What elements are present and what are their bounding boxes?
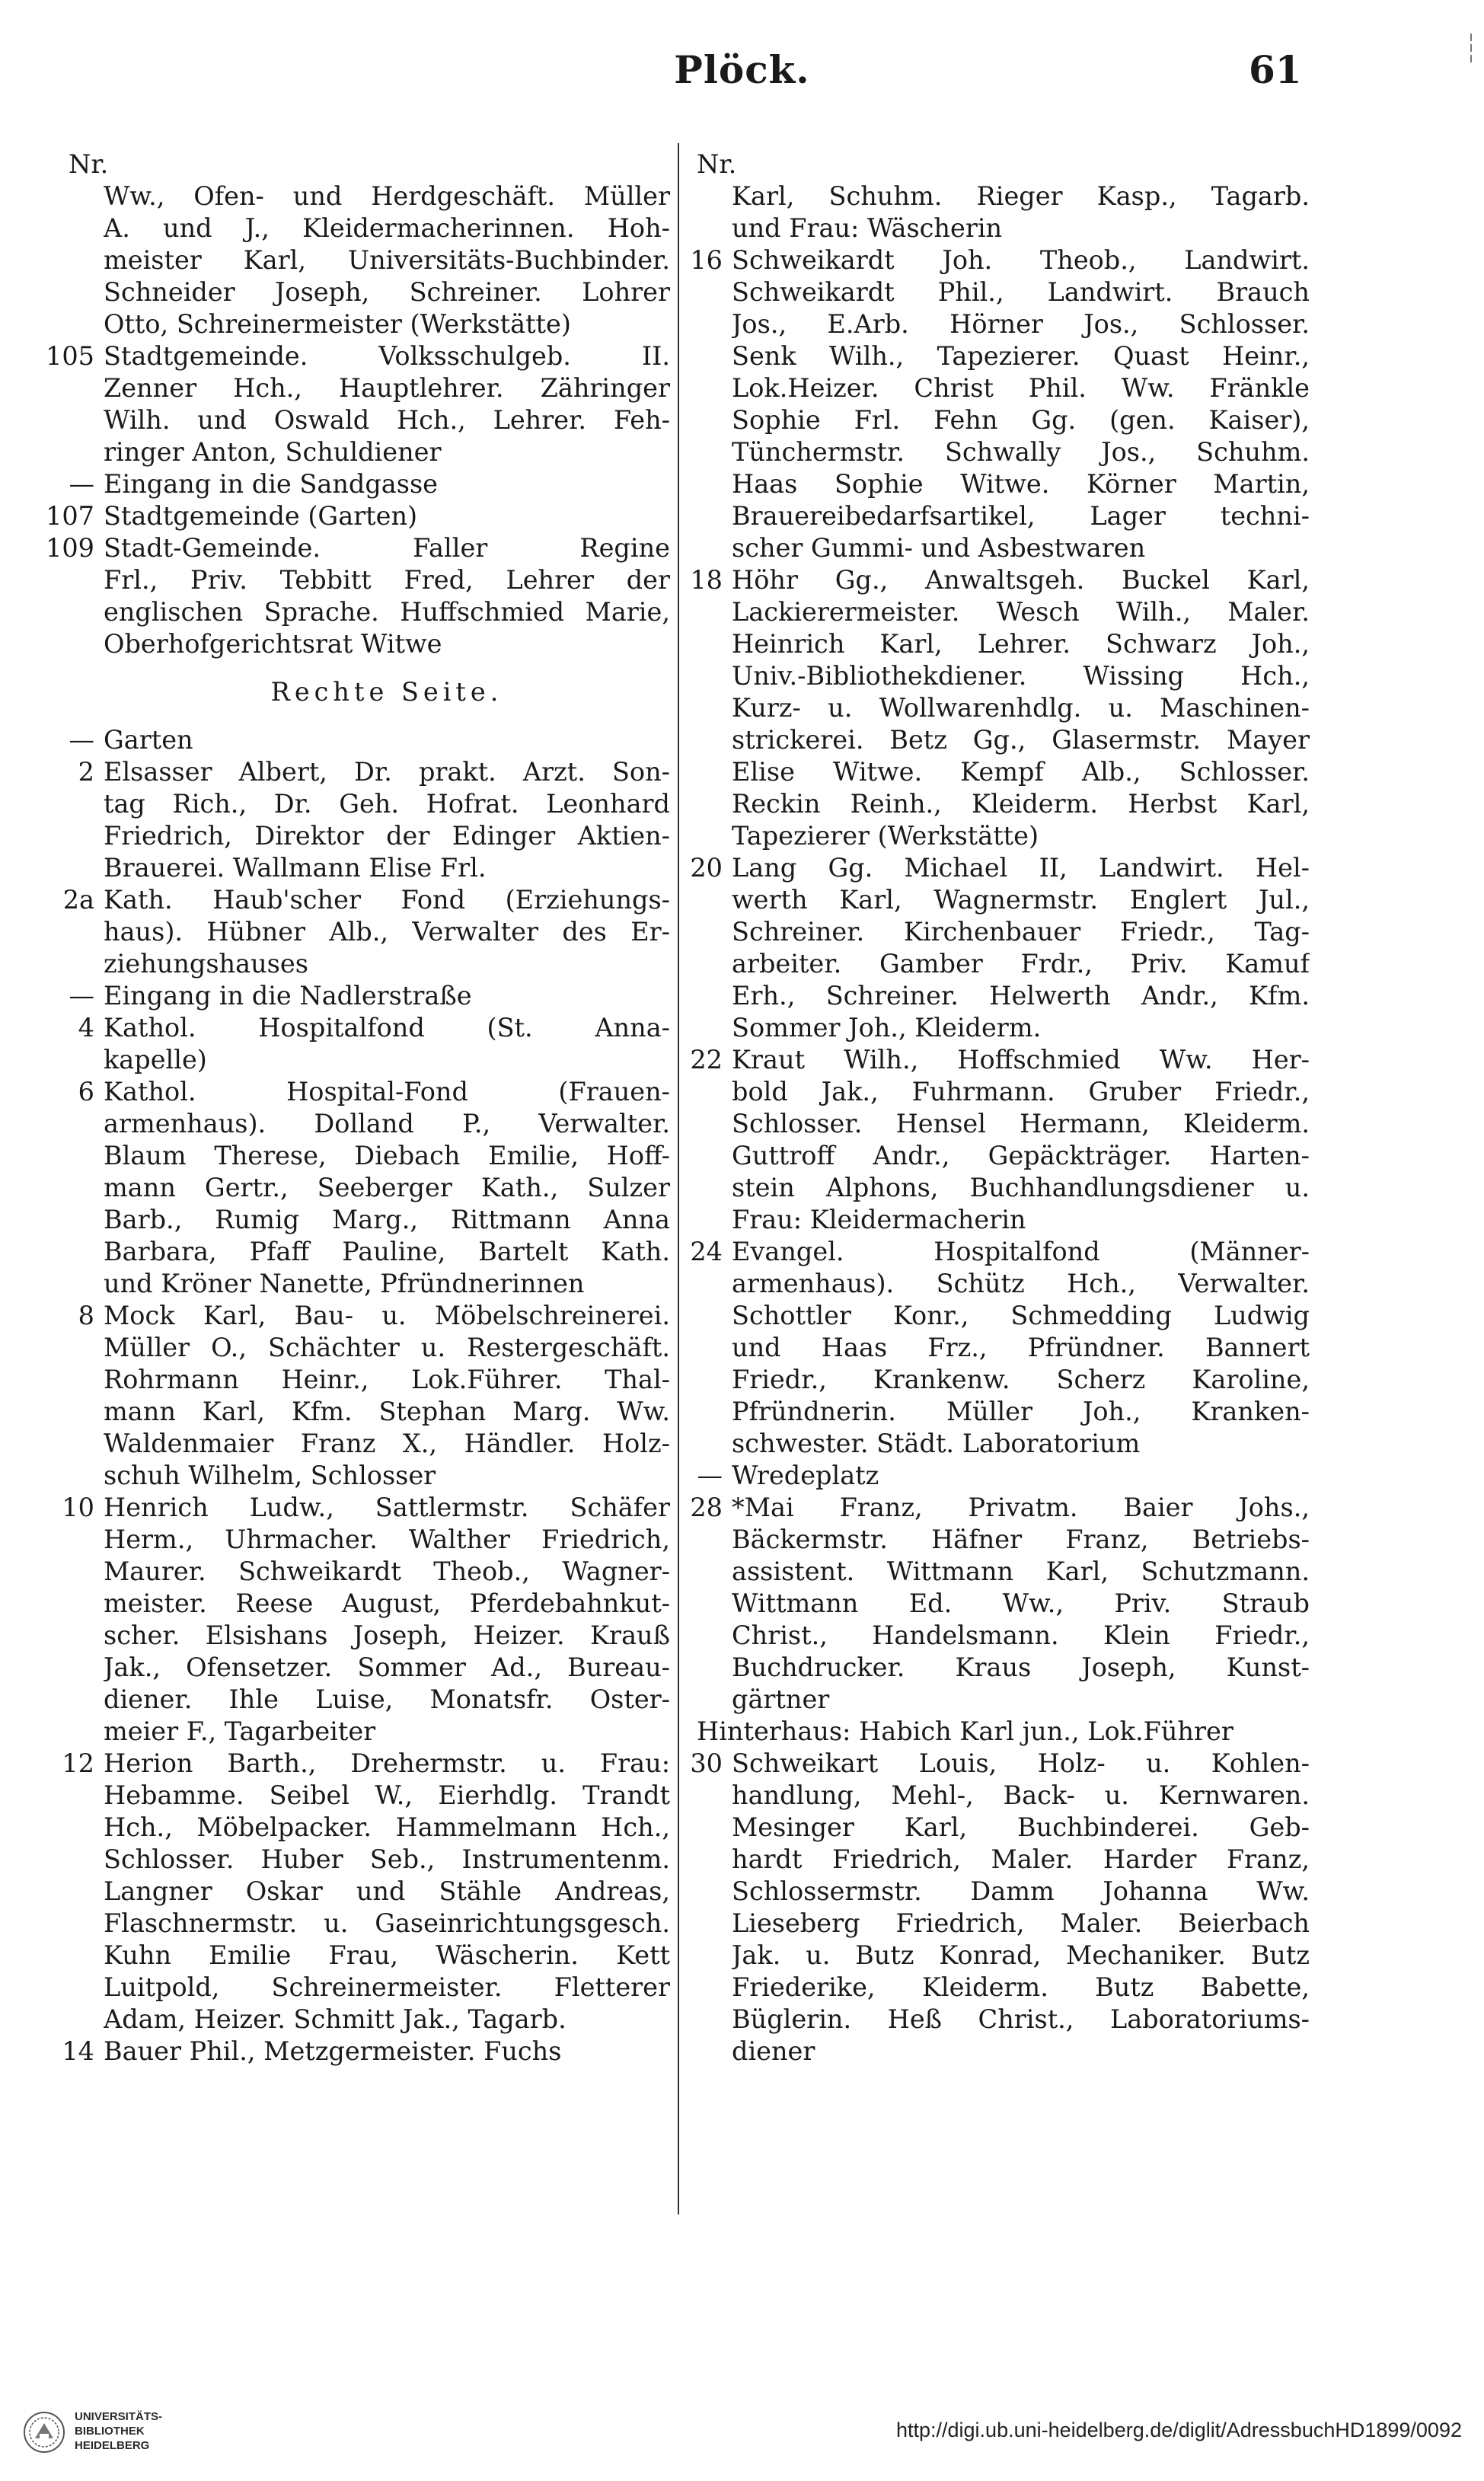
entry-line: schuh Wilhelm, Schlosser	[104, 1461, 436, 1490]
entry-line: scher Gummi- und Asbestwaren	[732, 533, 1146, 563]
entry-line: englischen Sprache. Huffschmied Marie,	[104, 597, 670, 627]
house-number: 24	[690, 1237, 723, 1266]
entry-line: Hebamme. Seibel W., Eierhdlg. Trandt	[104, 1780, 670, 1810]
directory-entry	[62, 2036, 670, 2068]
house-number: 2a	[62, 885, 94, 915]
entry-line: Kath. Haub'scher Fond (Erziehungs-	[104, 885, 670, 915]
entry-line: Tünchermstr. Schwally Jos., Schuhm.	[732, 437, 1310, 467]
entry-line: *Mai Franz, Privatm. Baier Johs.,	[732, 1493, 1310, 1522]
entry-line: werth Karl, Wagnermstr. Englert Jul.,	[732, 885, 1310, 915]
house-number: —	[69, 469, 94, 499]
entry-line: handlung, Mehl-, Back- u. Kernwaren.	[732, 1780, 1310, 1810]
entry-line: Luitpold, Schreinermeister. Fletterer	[104, 1972, 670, 2002]
entry-line: Wilh. und Oswald Hch., Lehrer. Feh-	[104, 405, 670, 435]
directory-entry	[69, 1012, 670, 1076]
entry-line: Frl., Priv. Tebbitt Fred, Lehrer der	[104, 565, 670, 595]
entry-line: und Frau: Wäscherin	[732, 213, 1003, 243]
entry-line: Schlosser. Hensel Hermann, Kleiderm.	[732, 1109, 1310, 1138]
entry-line: schwester. Städt. Laboratorium	[732, 1429, 1141, 1458]
library-seal-icon	[23, 2411, 65, 2454]
house-number: 105	[46, 341, 94, 371]
directory-entry	[46, 500, 670, 532]
entry-line: Brauereibedarfsartikel, Lager techni-	[732, 501, 1310, 531]
entry-line: Mock Karl, Bau- u. Möbelschreinerei.	[104, 1301, 670, 1330]
entry-line: Jak., Ofensetzer. Sommer Ad., Bureau-	[104, 1652, 670, 1682]
entry-line: und Haas Frz., Pfründner. Bannert	[732, 1333, 1310, 1362]
entry-line: Schweikardt Phil., Landwirt. Brauch	[732, 277, 1310, 307]
entry-line: assistent. Wittmann Karl, Schutzmann.	[732, 1557, 1310, 1586]
entry-line: Henrich Ludw., Sattlermstr. Schäfer	[104, 1493, 670, 1522]
house-number: —	[69, 981, 94, 1011]
logo-line: HEIDELBERG	[75, 2439, 150, 2452]
entry-line: und Kröner Nanette, Pfründnerinnen	[104, 1269, 585, 1298]
directory-entry	[690, 244, 1310, 564]
right-entries	[690, 180, 1310, 2068]
entry-line: Herm., Uhrmacher. Walther Friedrich,	[104, 1525, 670, 1554]
house-number: 22	[690, 1045, 723, 1074]
entry-line: Schweikardt Joh. Theob., Landwirt.	[732, 245, 1310, 275]
directory-entry	[46, 532, 670, 660]
entry-line: ziehungshauses	[104, 949, 308, 979]
house-number: 10	[62, 1493, 94, 1522]
column-divider	[678, 143, 679, 2214]
entry-line: Oberhofgerichtsrat Witwe	[104, 629, 442, 659]
entry-line: Bäckermstr. Häfner Franz, Betriebs-	[732, 1525, 1310, 1554]
entry-line: meister. Reese August, Pferdebahnkut-	[104, 1589, 670, 1618]
entry-line: Kuhn Emilie Frau, Wäscherin. Kett	[104, 1940, 670, 1970]
entry-line: armenhaus). Schütz Hch., Verwalter.	[732, 1269, 1310, 1298]
directory-entry	[69, 1076, 670, 1300]
entry-line: Schlosser. Huber Seb., Instrumentenm.	[104, 1844, 670, 1874]
entry-line: Wredeplatz	[732, 1461, 879, 1490]
directory-entry	[69, 980, 670, 1012]
entry-line: Schottler Konr., Schmedding Ludwig	[732, 1301, 1310, 1330]
entry-line: Blaum Therese, Diebach Emilie, Hoff-	[104, 1141, 670, 1170]
entry-line: Ww., Ofen- und Herdgeschäft. Müller	[104, 181, 670, 211]
left-column	[46, 148, 670, 2068]
entry-line: Schreiner. Kirchenbauer Friedr., Tag-	[732, 917, 1310, 947]
directory-entry	[62, 884, 670, 980]
entry-line: Friedr., Krankenw. Scherz Karoline,	[732, 1365, 1310, 1394]
entry-line: armenhaus). Dolland P., Verwalter.	[104, 1109, 670, 1138]
library-logo-text	[75, 2409, 162, 2453]
entry-line: Mesinger Karl, Buchbinderei. Geb-	[732, 1812, 1310, 1842]
house-number: 28	[690, 1493, 723, 1522]
directory-entry	[69, 756, 670, 884]
entry-line: Univ.-Bibliothekdiener. Wissing Hch.,	[732, 661, 1310, 691]
entry-line: Elise Witwe. Kempf Alb., Schlosser.	[732, 757, 1310, 787]
entry-line: Lok.Heizer. Christ Phil. Ww. Fränkle	[732, 373, 1310, 403]
directory-entry	[46, 340, 670, 468]
directory-entry	[690, 1236, 1310, 1460]
house-number: —	[697, 1461, 723, 1490]
directory-entry	[62, 1492, 670, 1748]
entry-line: Elsasser Albert, Dr. prakt. Arzt. Son-	[104, 757, 670, 787]
entry-line: Müller O., Schächter u. Restergeschäft.	[104, 1333, 670, 1362]
entry-line: Stadtgemeinde (Garten)	[104, 501, 418, 531]
entry-line: Garten	[104, 725, 193, 755]
entry-line: haus). Hübner Alb., Verwalter des Er-	[104, 917, 670, 947]
entry-line: Friedrich, Direktor der Edinger Aktien-	[104, 821, 670, 851]
entry-line: Pfründnerin. Müller Joh., Kranken-	[732, 1397, 1310, 1426]
source-url-link[interactable]: http://digi.ub.uni-heidelberg.de/diglit/AdressbuchHD1899/0092	[895, 2419, 1462, 2441]
entry-line: Frau: Kleidermacherin	[732, 1205, 1026, 1234]
entry-line: diener. Ihle Luise, Monatsfr. Oster-	[104, 1684, 670, 1714]
entry-line: Stadtgemeinde. Volksschulgeb. II.	[104, 341, 670, 371]
entry-line: Herion Barth., Drehermstr. u. Frau:	[104, 1748, 670, 1778]
scan-edge-marks	[1466, 30, 1476, 76]
entry-line: stein Alphons, Buchhandlungsdiener u.	[732, 1173, 1310, 1202]
entry-line: arbeiter. Gamber Frdr., Priv. Kamuf	[732, 949, 1310, 979]
entry-line: Waldenmaier Franz X., Händler. Holz-	[104, 1429, 670, 1458]
entry-line: diener	[732, 2036, 815, 2066]
logo-line: BIBLIOTHEK	[75, 2425, 145, 2438]
entry-line: Bauer Phil., Metzgermeister. Fuchs	[104, 2036, 562, 2066]
left-entries-after	[62, 724, 670, 2068]
entry-line: A. und J., Kleidermacherinnen. Hoh-	[104, 213, 670, 243]
entry-line: Brauerei. Wallmann Elise Frl.	[104, 853, 487, 883]
entry-line: Maurer. Schweikardt Theob., Wagner-	[104, 1557, 670, 1586]
entry-line: Heinrich Karl, Lehrer. Schwarz Joh.,	[732, 629, 1310, 659]
entry-line: Lieseberg Friedrich, Maler. Beierbach	[732, 1908, 1310, 1938]
entry-line: Senk Wilh., Tapezierer. Quast Heinr.,	[732, 341, 1310, 371]
entry-line: Kathol. Hospital-Fond (Frauen-	[104, 1077, 670, 1106]
entry-line: Rohrmann Heinr., Lok.Führer. Thal-	[104, 1365, 670, 1394]
entry-line: ringer Anton, Schuldiener	[104, 437, 442, 467]
entry-line: kapelle)	[104, 1045, 207, 1074]
directory-entry	[690, 1748, 1310, 2068]
house-number: 14	[62, 2036, 94, 2066]
directory-entry	[69, 724, 670, 756]
entry-line: Schweikart Louis, Holz- u. Kohlen-	[732, 1748, 1310, 1778]
library-logo	[23, 2406, 206, 2460]
house-number: 12	[62, 1748, 94, 1778]
right-nr-label: Nr.	[697, 149, 737, 179]
house-number: —	[69, 725, 94, 755]
entry-line: Langner Oskar und Stähle Andreas,	[104, 1876, 670, 1906]
entry-line: Tapezierer (Werkstätte)	[732, 821, 1039, 851]
entry-line: Adam, Heizer. Schmitt Jak., Tagarb.	[104, 2004, 566, 2034]
entry-line: Otto, Schreinermeister (Werkstätte)	[104, 309, 571, 339]
entry-line: mann Gertr., Seeberger Kath., Sulzer	[104, 1173, 670, 1202]
house-number: 6	[78, 1077, 94, 1106]
directory-entry	[697, 180, 1310, 244]
left-entries	[46, 180, 670, 660]
entry-line: Friederike, Kleiderm. Butz Babette,	[732, 1972, 1310, 2002]
entry-line: Hch., Möbelpacker. Hammelmann Hch.,	[104, 1812, 670, 1842]
house-number: 20	[690, 853, 723, 883]
entry-line: Kraut Wilh., Hoffschmied Ww. Her-	[732, 1045, 1310, 1074]
entry-line: hardt Friedrich, Maler. Harder Franz,	[732, 1844, 1310, 1874]
entry-line: Haas Sophie Witwe. Körner Martin,	[732, 469, 1310, 499]
entry-line: tag Rich., Dr. Geh. Hofrat. Leonhard	[104, 789, 670, 819]
entry-line: Eingang in die Sandgasse	[104, 469, 438, 499]
directory-entry	[690, 564, 1310, 852]
entry-line: Guttroff Andr., Gepäckträger. Harten-	[732, 1141, 1310, 1170]
entry-line: Eingang in die Nadlerstraße	[104, 981, 472, 1011]
directory-entry	[690, 852, 1310, 1044]
entry-line: Christ., Handelsmann. Klein Friedr.,	[732, 1620, 1310, 1650]
entry-line: Barbara, Pfaff Pauline, Bartelt Kath.	[104, 1237, 670, 1266]
entry-line: Lackierermeister. Wesch Wilh., Maler.	[732, 597, 1310, 627]
house-number: 8	[78, 1301, 94, 1330]
entry-line: Höhr Gg., Anwaltsgeh. Buckel Karl,	[732, 565, 1310, 595]
entry-line: Zenner Hch., Hauptlehrer. Zähringer	[104, 373, 670, 403]
entry-line: meier F., Tagarbeiter	[104, 1716, 376, 1746]
directory-entry	[69, 1300, 670, 1492]
right-column	[690, 148, 1310, 2068]
entry-line: Erh., Schreiner. Helwerth Andr., Kfm.	[732, 981, 1310, 1011]
entry-line: Schlossermstr. Damm Johanna Ww.	[732, 1876, 1310, 1906]
entry-line: bold Jak., Fuhrmann. Gruber Friedr.,	[732, 1077, 1310, 1106]
entry-line: Sommer Joh., Kleiderm.	[732, 1013, 1042, 1043]
directory-entry	[69, 180, 670, 340]
entry-line: Reckin Reinh., Kleiderm. Herbst Karl,	[732, 789, 1310, 819]
entry-line: Barb., Rumig Marg., Rittmann Anna	[104, 1205, 670, 1234]
entry-line: Lang Gg. Michael II, Landwirt. Hel-	[732, 853, 1310, 883]
entry-line: Kurz- u. Wollwarenhdlg. u. Maschinen-	[732, 693, 1310, 723]
page-number: 61	[1249, 47, 1302, 92]
entry-line: scher. Elsishans Joseph, Heizer. Krauß	[104, 1620, 670, 1650]
entry-line: mann Karl, Kfm. Stephan Marg. Ww.	[104, 1397, 670, 1426]
logo-line: UNIVERSITÄTS-	[75, 2410, 163, 2423]
entry-line: Wittmann Ed. Ww., Priv. Straub	[732, 1589, 1310, 1618]
directory-entry	[69, 468, 670, 500]
entry-line: Jos., E.Arb. Hörner Jos., Schlosser.	[732, 309, 1310, 339]
entry-line: Kathol. Hospitalfond (St. Anna-	[104, 1013, 670, 1043]
entry-line: Sophie Frl. Fehn Gg. (gen. Kaiser),	[732, 405, 1310, 435]
entry-line: meister Karl, Universitäts-Buchbinder.	[104, 245, 670, 275]
house-number: 16	[690, 245, 723, 275]
entry-line: Karl, Schuhm. Rieger Kasp., Tagarb.	[732, 181, 1310, 211]
entry-line: Schneider Joseph, Schreiner. Lohrer	[104, 277, 670, 307]
left-nr-label: Nr.	[69, 149, 109, 179]
house-number: 107	[46, 501, 94, 531]
entry-line: Evangel. Hospitalfond (Männer-	[732, 1237, 1310, 1266]
entry-line: strickerei. Betz Gg., Glasermstr. Mayer	[732, 725, 1310, 755]
directory-entry	[690, 1492, 1310, 1716]
house-number: 2	[78, 757, 94, 787]
directory-entry	[697, 1460, 1310, 1492]
entry-line: Flaschnermstr. u. Gaseinrichtungsgesch.	[104, 1908, 670, 1938]
entry-line: Buchdrucker. Kraus Joseph, Kunst-	[732, 1652, 1310, 1682]
entry-line: Stadt-Gemeinde. Faller Regine	[104, 533, 670, 563]
entry-line: gärtner	[732, 1684, 830, 1714]
house-number: 4	[78, 1013, 94, 1043]
entry-line: Jak. u. Butz Konrad, Mechaniker. Butz	[732, 1940, 1310, 1970]
house-number: 18	[690, 565, 723, 595]
directory-entry	[690, 1044, 1310, 1236]
entry-line: Büglerin. Heß Christ., Laboratoriums-	[732, 2004, 1310, 2034]
house-number: 30	[690, 1748, 723, 1778]
directory-entry	[697, 1716, 1310, 1748]
directory-entry	[62, 1748, 670, 2036]
page-title: Plöck.	[674, 47, 810, 92]
house-number: 109	[46, 533, 94, 563]
entry-line: Hinterhaus: Habich Karl jun., Lok.Führer	[697, 1716, 1233, 1746]
section-heading: Rechte Seite.	[270, 677, 503, 707]
